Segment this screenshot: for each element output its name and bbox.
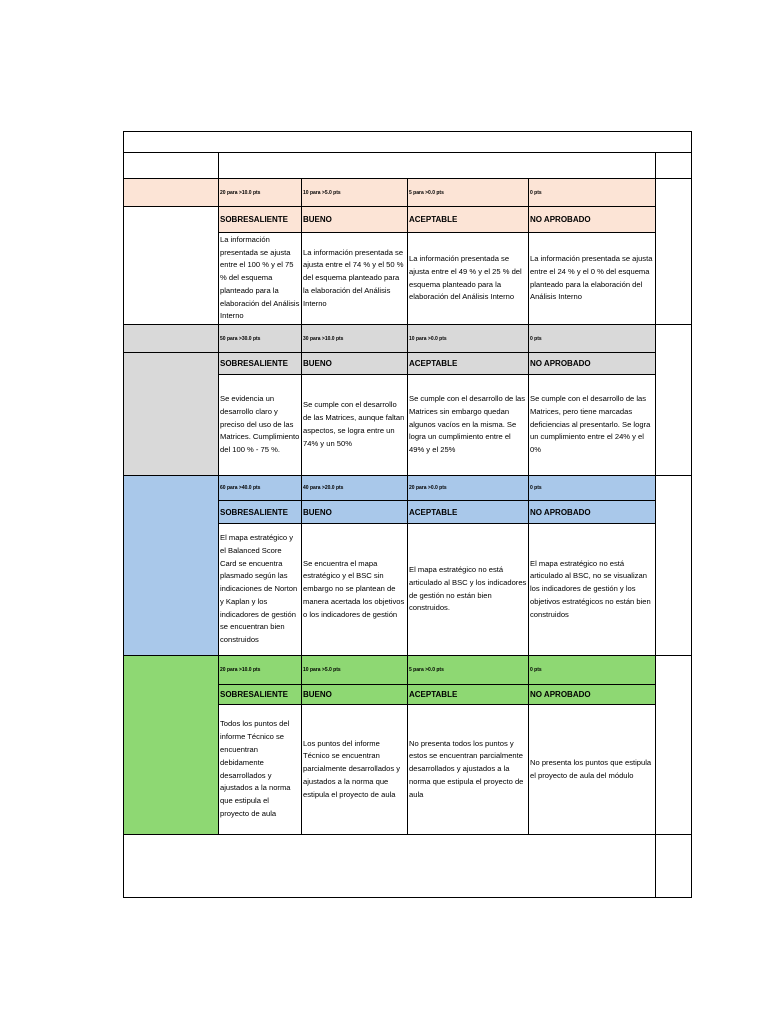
- points-range-cell: 10 para >0.0 pts: [408, 325, 529, 353]
- points-range-cell: 30 para >10.0 pts: [302, 325, 408, 353]
- criterion-cell: [123, 656, 219, 835]
- footer-score-cell: [656, 835, 692, 898]
- level-description-cell: Se cumple con el desarrollo de las Matrices sin embargo quedan algunos vacíos en la misma. Se logra un cumplimiento entre el 49% y el 25%: [408, 375, 529, 476]
- points-range-cell: 0 pts: [529, 325, 656, 353]
- level-label-cell: NO APROBADO: [529, 353, 656, 375]
- level-description-cell: Se cumple con el desarrollo de las Matrices, pero tiene marcadas deficiencias al presentarlo. Se logra un cumplimiento entre el 24% y el 0%: [529, 375, 656, 476]
- criterion-cell-top: [123, 325, 219, 353]
- rubric-table: [123, 131, 692, 898]
- level-description-cell: Los puntos del informe Técnico se encuentran parcialmente desarrollados y ajustados a la norma que estipula el proyecto de aula: [302, 705, 408, 835]
- criterion-cell: [123, 207, 219, 325]
- rubric-title-row: [123, 131, 692, 153]
- level-label-cell: SOBRESALIENTE: [219, 207, 302, 233]
- level-description-cell: La información presentada se ajusta entre el 100 % y el 75 % del esquema planteado para la elaboración del Análisis Interno: [219, 233, 302, 325]
- criterion-cell: [123, 476, 219, 656]
- level-description-cell: La información presentada se ajusta entre el 49 % y el 25 % del esquema planteado para la elaboración del Análisis Interno: [408, 233, 529, 325]
- points-range-cell: 10 para >5.0 pts: [302, 656, 408, 685]
- points-range-cell: 0 pts: [529, 179, 656, 207]
- level-label-cell: BUENO: [302, 501, 408, 524]
- level-label-cell: NO APROBADO: [529, 207, 656, 233]
- footer-cell: [123, 835, 656, 898]
- score-cell: [656, 476, 692, 656]
- level-description-cell: La información presentada se ajusta entre el 24 % y el 0 % del esquema planteado para la elaboración del Análisis Interno: [529, 233, 656, 325]
- criterion-cell: [123, 353, 219, 476]
- score-cell: [656, 656, 692, 835]
- level-description-cell: No presenta los puntos que estipula el proyecto de aula del módulo: [529, 705, 656, 835]
- points-range-cell: 5 para >0.0 pts: [408, 656, 529, 685]
- level-description-cell: El mapa estratégico no está articulado al BSC y los indicadores de gestión no están bien construidos.: [408, 524, 529, 656]
- points-range-cell: 0 pts: [529, 656, 656, 685]
- points-range-cell: 20 para >10.0 pts: [219, 656, 302, 685]
- level-label-cell: BUENO: [302, 685, 408, 705]
- points-range-cell: 5 para >0.0 pts: [408, 179, 529, 207]
- level-label-cell: ACEPTABLE: [408, 353, 529, 375]
- points-range-cell: 50 para >30.0 pts: [219, 325, 302, 353]
- level-label-cell: SOBRESALIENTE: [219, 353, 302, 375]
- level-label-cell: BUENO: [302, 353, 408, 375]
- header-levels-cell: [219, 153, 656, 179]
- header-criteria-cell: [123, 153, 219, 179]
- level-description-cell: El mapa estratégico y el Balanced Score Card se encuentra plasmado según las indicaciones de Norton y Kaplan y los indicadores de gestión se encuentran bien construidos: [219, 524, 302, 656]
- header-score-cell: [656, 153, 692, 179]
- level-description-cell: La información presentada se ajusta entre el 74 % y el 50 % del esquema planteado para la elaboración del Análisis Interno: [302, 233, 408, 325]
- points-range-cell: 40 para >20.0 pts: [302, 476, 408, 501]
- level-label-cell: ACEPTABLE: [408, 685, 529, 705]
- level-description-cell: Se cumple con el desarrollo de las Matrices, aunque faltan aspectos, se logra entre un 74% y un 50%: [302, 375, 408, 476]
- level-description-cell: Se encuentra el mapa estratégico y el BSC sin embargo no se plantean de manera acertada los objetivos o los indicadores de gestión: [302, 524, 408, 656]
- points-range-cell: 20 para >10.0 pts: [219, 179, 302, 207]
- level-label-cell: SOBRESALIENTE: [219, 501, 302, 524]
- level-description-cell: Todos los puntos del informe Técnico se encuentran debidamente desarrollados y ajustados a la norma que estipula el proyecto de aula: [219, 705, 302, 835]
- level-description-cell: Se evidencia un desarrollo claro y preciso del uso de las Matrices. Cumplimiento del 100 % - 75 %.: [219, 375, 302, 476]
- points-range-cell: 0 pts: [529, 476, 656, 501]
- criterion-cell-top: [123, 179, 219, 207]
- points-range-cell: 60 para >40.0 pts: [219, 476, 302, 501]
- level-label-cell: NO APROBADO: [529, 685, 656, 705]
- level-description-cell: El mapa estratégico no está articulado al BSC, no se visualizan los indicadores de gestión y los objetivos estratégicos no están bien construidos: [529, 524, 656, 656]
- level-label-cell: ACEPTABLE: [408, 207, 529, 233]
- level-label-cell: ACEPTABLE: [408, 501, 529, 524]
- level-label-cell: BUENO: [302, 207, 408, 233]
- score-cell: [656, 179, 692, 325]
- level-label-cell: NO APROBADO: [529, 501, 656, 524]
- level-description-cell: No presenta todos los puntos y estos se encuentran parcialmente desarrollados y ajustados a la norma que estipula el proyecto de aula: [408, 705, 529, 835]
- score-cell: [656, 325, 692, 476]
- points-range-cell: 20 para >0.0 pts: [408, 476, 529, 501]
- points-range-cell: 10 para >5.0 pts: [302, 179, 408, 207]
- level-label-cell: SOBRESALIENTE: [219, 685, 302, 705]
